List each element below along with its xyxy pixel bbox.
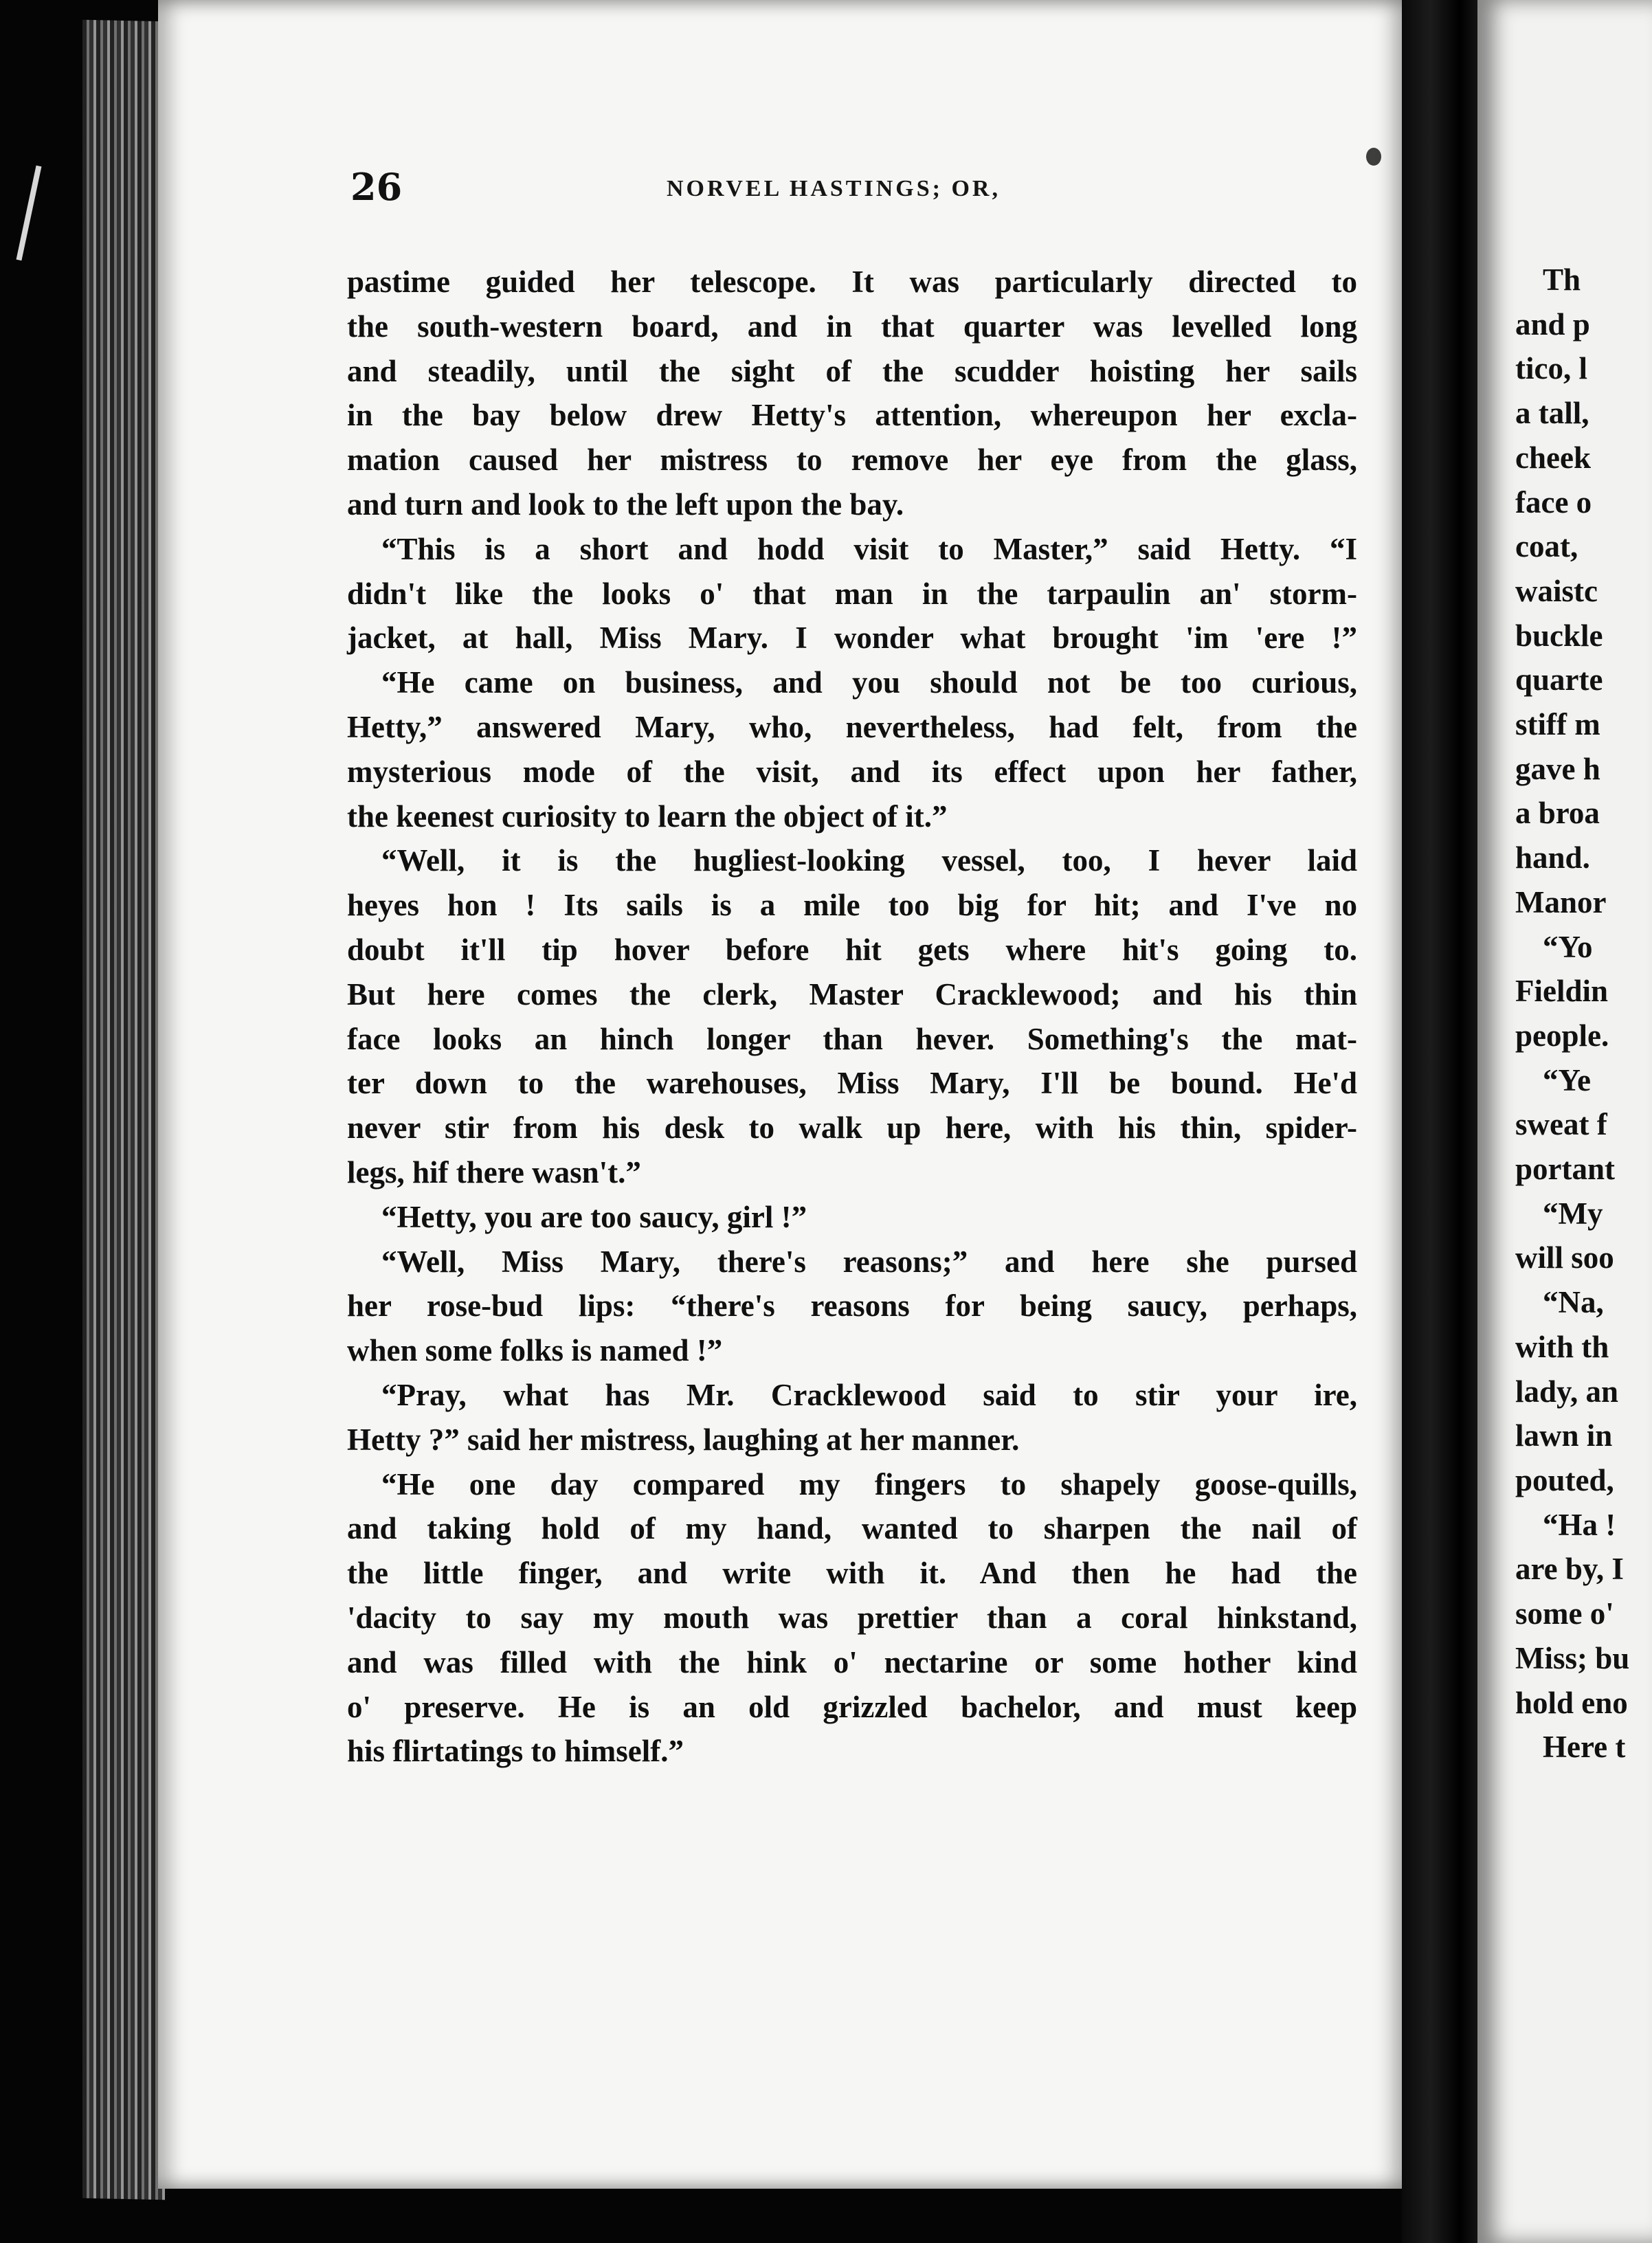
text-line: face o (1515, 484, 1592, 520)
text-line: “This is a short and hodd visit to Master,” said Hetty. “I (381, 531, 1357, 566)
text-line: heyes hon ! Its sails is a mile too big for hit; and I've no (347, 888, 1357, 923)
text-line: her rose-bud lips: “there's reasons for being saucy, perhaps, (347, 1288, 1357, 1324)
text-line: never stir from his desk to walk up here, with his thin, spider- (347, 1111, 1357, 1146)
text-line: gave h (1515, 751, 1600, 786)
page-fore-edge (82, 20, 165, 2200)
text-line: “Ye (1543, 1062, 1591, 1097)
text-line: will soo (1515, 1240, 1614, 1275)
text-line: and turn and look to the left upon the bay. (347, 487, 904, 522)
text-line: Hetty,” answered Mary, who, nevertheless, had felt, from the (347, 709, 1357, 744)
text-line: his flirtatings to himself.” (347, 1734, 684, 1769)
text-line: lawn in (1515, 1418, 1613, 1453)
text-line: sweat f (1515, 1107, 1607, 1142)
text-line: face looks an hinch longer than hever. Something's the mat- (347, 1021, 1357, 1056)
text-line: people. (1515, 1018, 1609, 1053)
text-line: tico, l (1515, 351, 1587, 386)
text-line: Hetty ?” said her mistress, laughing at her manner. (347, 1422, 1020, 1457)
text-line: lady, an (1515, 1374, 1619, 1409)
text-line: “Yo (1543, 929, 1593, 964)
text-line: Miss; bu (1515, 1640, 1630, 1675)
text-line: hand. (1515, 840, 1590, 875)
text-line: waistc (1515, 573, 1598, 608)
text-line: with th (1515, 1329, 1609, 1364)
text-line: doubt it'll tip hover before hit gets where hit's going to. (347, 932, 1357, 967)
text-line: and steadily, until the sight of the scudder hoisting her sails (347, 353, 1357, 388)
text-line: hold eno (1515, 1685, 1628, 1720)
page-header (350, 165, 1368, 220)
text-line: “Hetty, you are too saucy, girl !” (381, 1199, 807, 1234)
text-line: are by, I (1515, 1552, 1624, 1587)
right-page-text (1515, 258, 1652, 1770)
text-line: legs, hif there wasn't.” (347, 1154, 641, 1190)
text-line: “Na, (1543, 1285, 1604, 1320)
text-line: quarte (1515, 662, 1603, 698)
text-line: “He one day compared my fingers to shapely goose-quills, (381, 1466, 1357, 1502)
text-line: “He came on business, and you should not be too curious, (381, 665, 1357, 700)
text-line: Fieldin (1515, 974, 1609, 1009)
text-line: the south-western board, and in that quarter was levelled long (347, 309, 1357, 344)
text-line: didn't like the looks o' that man in the tarpaulin an' storm- (347, 576, 1357, 611)
text-line: a broa (1515, 796, 1600, 831)
page-number: 26 (350, 165, 403, 209)
text-line: “Well, Miss Mary, there's reasons;” and here she pursed (381, 1244, 1357, 1279)
text-line: Manor (1515, 884, 1607, 919)
text-line: when some folks is named !” (347, 1333, 723, 1368)
text-line: pastime guided her telescope. It was particularly directed to (347, 265, 1357, 299)
text-line: coat, (1515, 529, 1578, 564)
text-line: portant (1515, 1152, 1615, 1187)
text-line: jacket, at hall, Miss Mary. I wonder what brought 'im 'ere !” (347, 621, 1357, 656)
text-line: the keenest curiosity to learn the object of it.” (347, 799, 948, 834)
text-line: “My (1543, 1196, 1603, 1231)
text-line: and p (1515, 306, 1590, 342)
text-line: 'dacity to say my mouth was prettier than a coral hinkstand, (347, 1600, 1357, 1635)
text-line: a tall, (1515, 396, 1589, 431)
running-head: NORVEL HASTINGS; OR, (667, 176, 1001, 201)
text-line: o' preserve. He is an old grizzled bachelor, and must keep (347, 1689, 1357, 1724)
text-line: in the bay below drew Hetty's attention, whereupon her excla- (347, 398, 1357, 433)
text-line: pouted, (1515, 1462, 1614, 1497)
ink-spot (1366, 148, 1381, 166)
text-line: stiff m (1515, 707, 1600, 742)
text-line: and was filled with the hink o' nectarine or some hother kind (347, 1644, 1357, 1680)
text-line: “Pray, what has Mr. Cracklewood said to stir your ire, (381, 1377, 1357, 1412)
text-line: mation caused her mistress to remove her eye from the glass, (347, 443, 1357, 478)
text-line: mysterious mode of the visit, and its effect upon her father, (347, 754, 1357, 789)
text-line: and taking hold of my hand, wanted to sharpen the nail of (347, 1511, 1357, 1546)
body-text (347, 260, 1357, 1774)
text-line: the little finger, and write with it. And then he had the (347, 1556, 1357, 1591)
text-line: buckle (1515, 618, 1603, 653)
text-line: ter down to the warehouses, Miss Mary, I'll be bound. He'd (347, 1066, 1357, 1101)
text-line: Th (1543, 263, 1581, 297)
text-line: But here comes the clerk, Master Cracklewood; and his thin (347, 977, 1357, 1012)
text-line: “Well, it is the hugliest-looking vessel, too, I hever laid (381, 843, 1357, 878)
text-line: cheek (1515, 440, 1591, 475)
text-line: Here t (1543, 1730, 1626, 1765)
text-line: “Ha ! (1543, 1507, 1616, 1542)
text-line: some o' (1515, 1596, 1614, 1631)
